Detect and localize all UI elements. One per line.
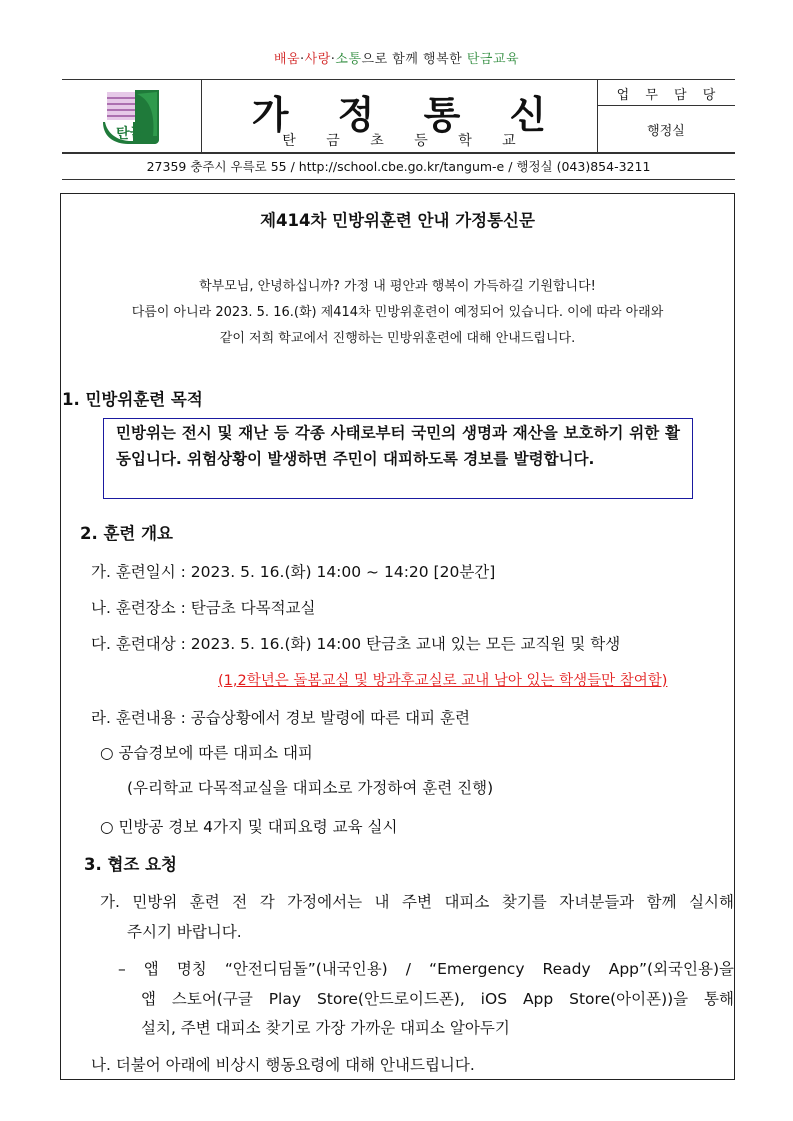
bullet-item: ○ 민방공 경보 4가지 및 대피요령 교육 실시 (100, 818, 398, 836)
slogan-word-communication: 소통 (335, 52, 362, 67)
participation-note: (1,2학년은 돌봄교실 및 방과후교실로 교내 남아 있는 학생들만 참여함) (218, 673, 668, 689)
bullet-subtext: (우리학교 다목적교실을 대피소로 가정하여 훈련 진행) (127, 779, 494, 797)
school-emblem-icon (99, 86, 165, 146)
department-value: 행정실 (647, 124, 685, 139)
dash-item: 앱 스토어(구글 Play Store(안드로이드폰), iOS App Store(아이폰))을 통해 (141, 990, 734, 1008)
slogan-word-love: 사랑 (304, 52, 331, 67)
slogan: 배움·사랑·소통으로 함께 행복한 탄금교육 (273, 52, 520, 67)
dash-item: 설치, 주변 대피소 찾기로 가장 가까운 대피소 알아두기 (141, 1019, 510, 1037)
slogan-rest: 으로 함께 행복한 (361, 52, 467, 67)
header-divider (597, 105, 735, 106)
greeting-line: 다름이 아니라 2023. 5. 16.(화) 제414차 민방위훈련이 예정되어 있습니다. 이에 따라 아래와 (131, 305, 664, 320)
slogan-brand: 탄금교육 (466, 52, 520, 67)
section-heading: 3. 협조 요청 (84, 855, 177, 874)
list-item: 가. 훈련일시 : 2023. 5. 16.(화) 14:00 ~ 14:20 [20분간] (91, 563, 496, 581)
purpose-box: 민방위는 전시 및 재난 등 각종 사태로부터 국민의 생명과 재산을 보호하기 위한 활동입니다. 위험상황이 발생하면 주민이 대피하도록 경보를 발령합니다. (103, 418, 693, 499)
department-label: 업 무 담 당 (616, 88, 722, 103)
dash-item: – 앱 명칭 “안전디딤돌”(내국인용) / “Emergency Ready App”(외국인용)을 (118, 960, 734, 978)
list-item: 나. 더불어 아래에 비상시 행동요령에 대해 안내드립니다. (91, 1056, 475, 1074)
section-heading: 2. 훈련 개요 (80, 524, 173, 543)
school-name: 탄 금 초 등 학 교 (282, 133, 529, 149)
list-item: 나. 훈련장소 : 탄금초 다목적교실 (91, 599, 316, 617)
list-item-continuation: 주시기 바랍니다. (127, 923, 242, 941)
divider (62, 179, 735, 180)
list-item: 가. 민방위 훈련 전 각 가정에서는 내 주변 대피소 찾기를 자녀분들과 함께 실시해 (100, 893, 734, 911)
header-divider (62, 152, 735, 154)
list-item: 라. 훈련내용 : 공습상황에서 경보 발령에 따른 대피 훈련 (91, 709, 470, 727)
header-divider (62, 79, 735, 80)
page-title: 가 정 통 신 (251, 92, 565, 137)
emblem-text: 탄금 (116, 126, 144, 142)
slogan-word-learning: 배움 (273, 52, 301, 67)
section-heading: 1. 민방위훈련 목적 (62, 390, 203, 409)
address-line: 27359 충주시 우륵로 55 / http://school.cbe.go.kr/tangum-e / 행정실 (043)854-3211 (146, 159, 651, 174)
document-title: 제414차 민방위훈련 안내 가정통신문 (260, 211, 535, 230)
bullet-item: ○ 공습경보에 따른 대피소 대피 (100, 744, 313, 762)
greeting-line: 같이 저희 학교에서 진행하는 민방위훈련에 대해 안내드립니다. (219, 331, 576, 346)
list-item: 다. 훈련대상 : 2023. 5. 16.(화) 14:00 탄금초 교내 있는 모든 교직원 및 학생 (91, 635, 621, 653)
greeting-line: 학부모님, 안녕하십니까? 가정 내 평안과 행복이 가득하길 기원합니다! (199, 279, 596, 294)
